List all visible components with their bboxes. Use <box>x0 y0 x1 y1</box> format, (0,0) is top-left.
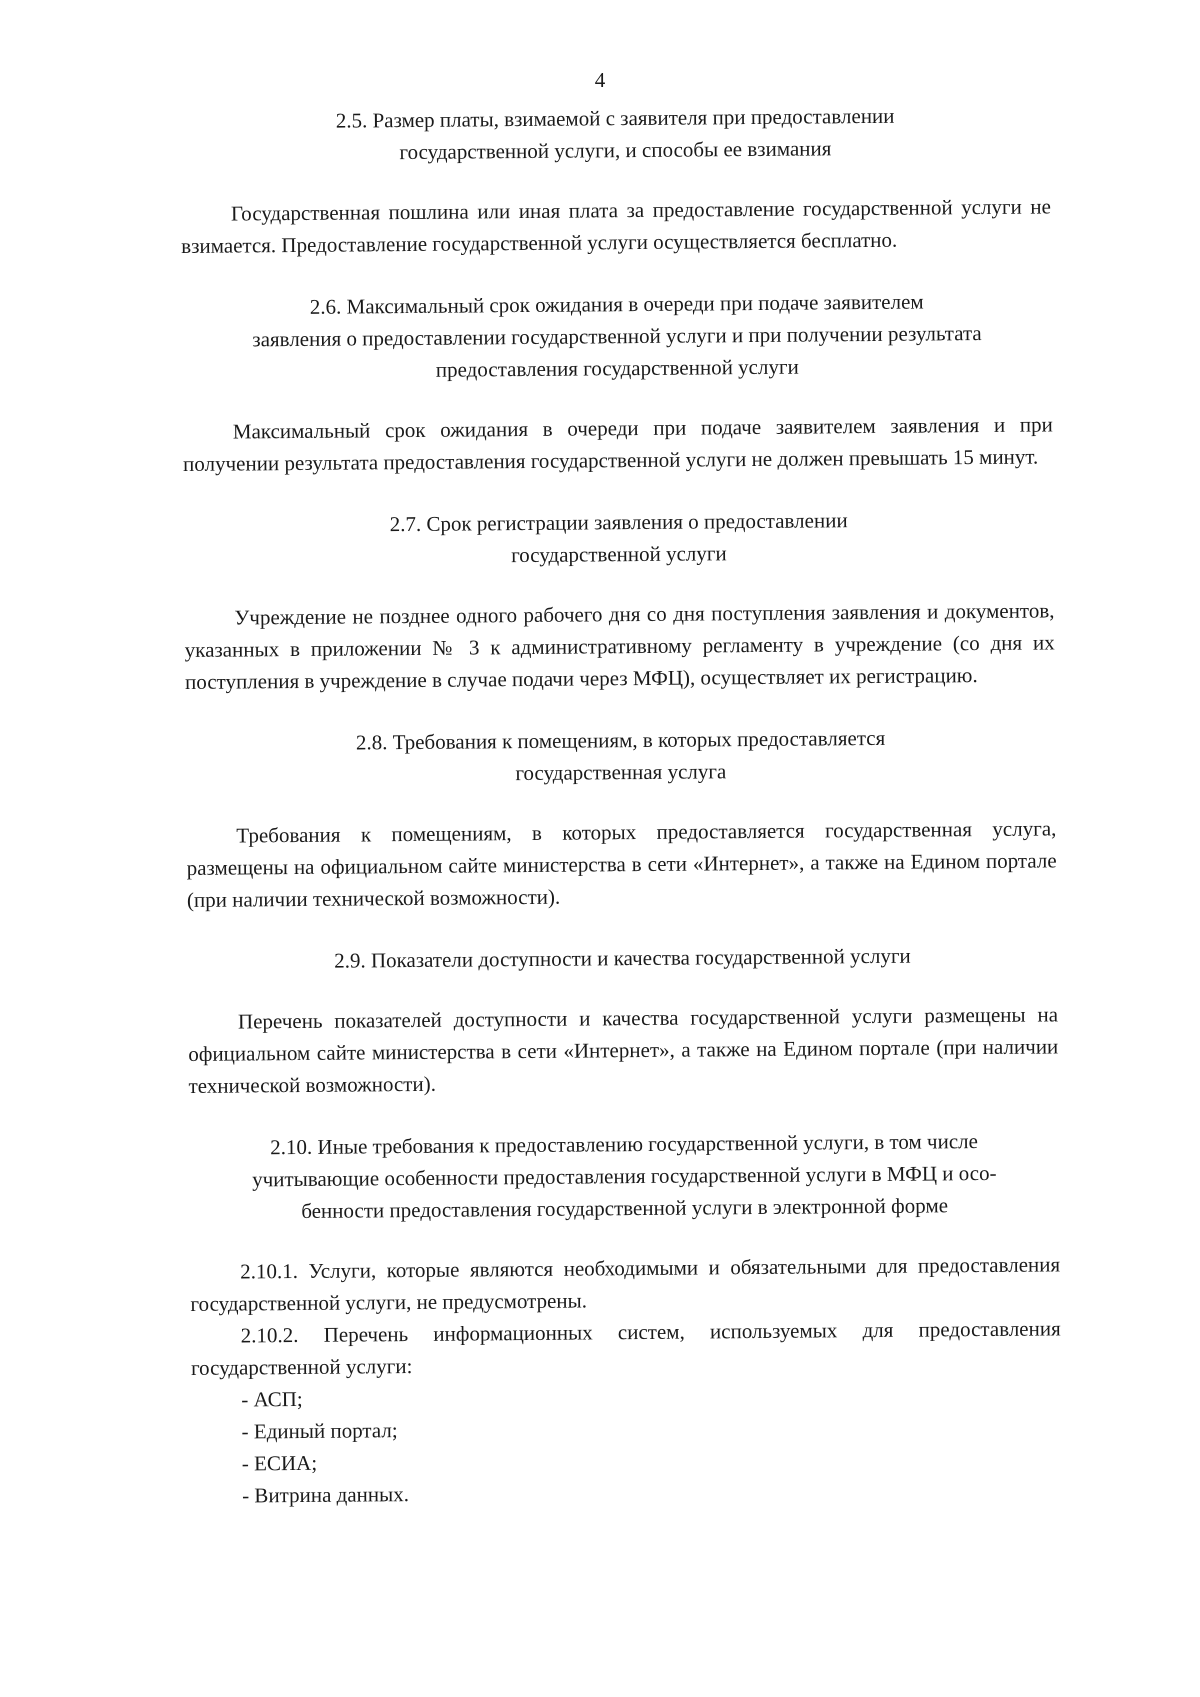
list-item: - ЕСИА; <box>241 1450 318 1476</box>
section-paragraph-2-7: Учреждение не позднее одного рабочего дня со дня поступления заявления и документов, указанных в приложении № 3 к административному регламенту в учреждение (со дня их поступления в учреждение в случае подачи через МФЦ), осуществляет их регистрацию. <box>184 598 1055 694</box>
page-number: 4 <box>594 68 606 92</box>
section-paragraph-2-10-1: 2.10.1. Услуги, которые являются необходимыми и обязательными для предоставления государственной услуги, не предусмотрены. <box>190 1252 1061 1316</box>
heading-line: 2.6. Максимальный срок ожидания в очереди при подаче заявителем <box>309 289 924 319</box>
heading-line: 2.10. Иные требования к предоставлению государственной услуги, в том числе <box>270 1129 979 1160</box>
heading-line: предоставления государственной услуги <box>435 354 799 382</box>
heading-line: заявления о предоставлении государственной услуги и при получении результата <box>252 321 982 352</box>
heading-line: 2.7. Срок регистрации заявления о предоставлении <box>389 508 848 537</box>
list-item: - Единый портал; <box>241 1418 398 1444</box>
heading-line: бенности предоставления государственной услуги в электронной форме <box>301 1193 949 1223</box>
heading-line: государственная услуга <box>515 759 727 786</box>
section-paragraph-2-8: Требования к помещениям, в которых предоставляется государственная услуга, размещены на официальном сайте министерства в сети «Интернет», а также на Едином портале (при наличии технической возможности). <box>186 816 1057 912</box>
list-item: - АСП; <box>241 1386 303 1412</box>
document-body <box>180 98 1062 1512</box>
heading-line: учитывающие особенности предоставления государственной услуги в МФЦ и осо- <box>252 1160 997 1192</box>
section-paragraph-2-6: Максимальный срок ожидания в очереди при подаче заявителем заявления и при получении результата предоставления государственной услуги не должен превышать 15 минут. <box>183 412 1053 476</box>
heading-line: 2.5. Размер платы, взимаемой с заявителя при предоставлении <box>335 103 895 133</box>
section-paragraph-2-5: Государственная пошлина или иная плата за предоставление государственной услуги не взимается. Предоставление государственной услуги осуществляется бесплатно. <box>181 194 1052 258</box>
heading-line: 2.8. Требования к помещениям, в которых предоставляется <box>355 725 886 755</box>
section-heading-2-10 <box>189 1124 1060 1228</box>
section-paragraph-2-9: Перечень показателей доступности и качества государственной услуги размещены на официальном сайте министерства в сети «Интернет», а также на Едином портале (при наличии технической возможности). <box>188 1002 1059 1098</box>
heading-line: государственной услуги <box>511 541 727 568</box>
section-heading-2-5 <box>180 98 1051 170</box>
list-item: - Витрина данных. <box>242 1482 410 1508</box>
section-heading-2-6 <box>182 284 1053 388</box>
heading-line: 2.9. Показатели доступности и качества государственной услуги <box>334 943 911 973</box>
section-heading-2-8 <box>185 720 1056 792</box>
section-paragraph-2-10-2: 2.10.2. Перечень информационных систем, используемых для предоставления государственной услуги: <box>190 1316 1061 1380</box>
heading-line: государственной услуги, и способы ее взимания <box>399 136 832 165</box>
section-heading-2-7 <box>184 502 1055 574</box>
